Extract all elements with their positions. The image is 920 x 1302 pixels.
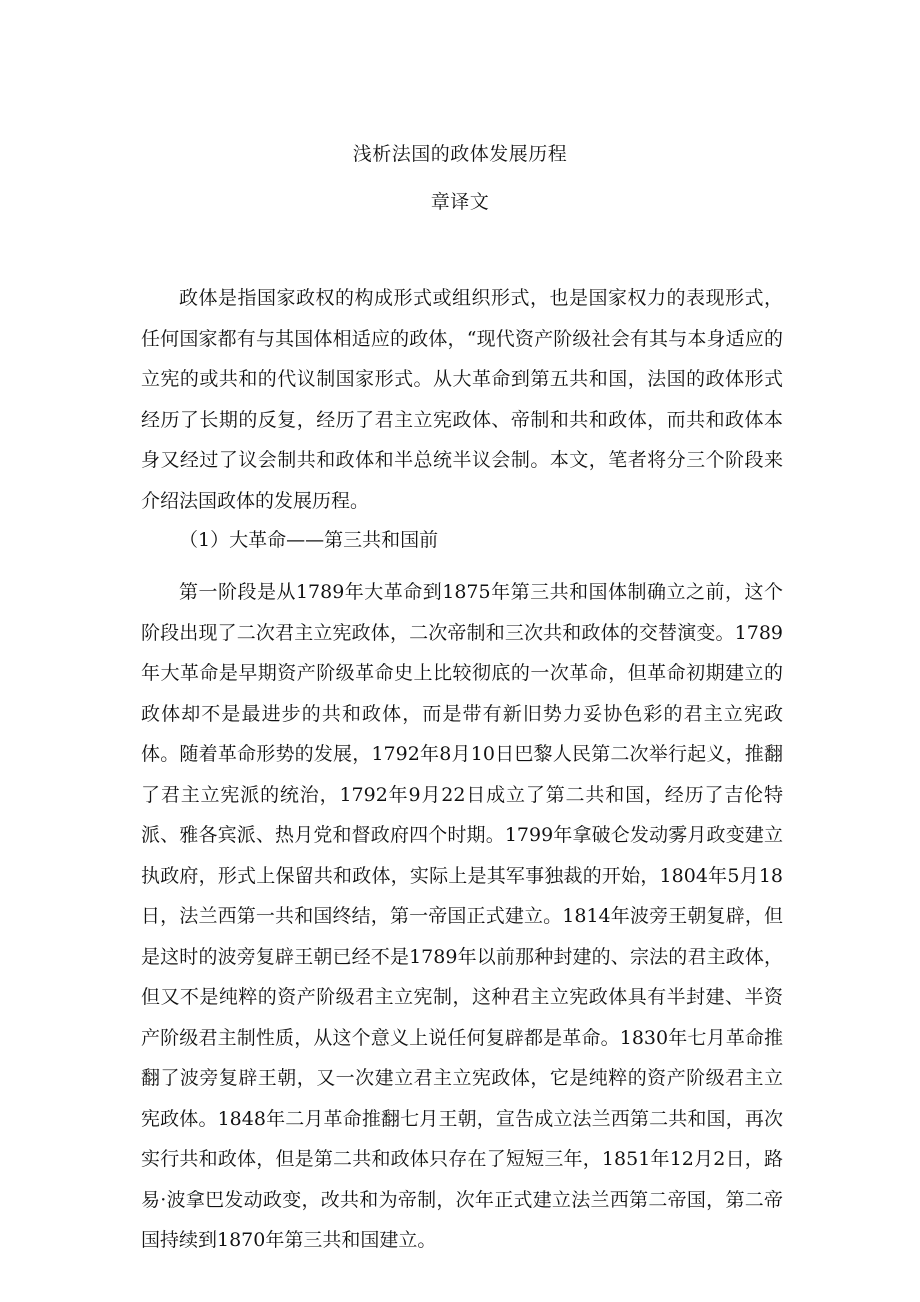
document-author: 章译文 [430,191,490,213]
section-body-paragraph: 第一阶段是从1789年大革命到1875年第三共和国体制确立之前，这个阶段出现了二次君主立宪政体，二次帝制和三次共和政体的交替演变。1789年大革命是早期资产阶级革命史上比较彻底的一次革命，但革命初期建立的政体却不是最进步的共和政体，而是带有新旧势力妥协色彩的君主立宪政体。随着革命形势的发展，1792年8月10日巴黎人民第二次举行起义，推翻了君主立宪派的统治，1792年9月22日成立了第二共和国，经历了吉伦特派、雅各宾派、热月党和督政府四个时期。1799年拿破仑发动雾月政变建立执政府，形式上保留共和政体，实际上是其军事独裁的开始，1804年5月18日，法兰西第一共和国终结，第一帝国正式建立。1814年波旁王朝复辟，但是这时的波旁复辟王朝已经不是1789年以前那种封建的、宗法的君主政体，但又不是纯粹的资产阶级君主立宪制，这种君主立宪政体具有半封建、半资产阶级君主制性质，从这个意义上说任何复辟都是革命。1830年七月革命推翻了波旁复辟王朝，又一次建立君主立宪政体，它是纯粹的资产阶级君主立宪政体。1848年二月革命推翻七月王朝，宣告成立法兰西第二共和国，再次实行共和政体，但是第二共和政体只存在了短短三年，1851年12月2日，路易·波拿巴发动政变，改共和为帝制，次年正式建立法兰西第二帝国，第二帝国持续到1870年第三共和国建立。 [141,581,783,1251]
intro-paragraph: 政体是指国家政权的构成形式或组织形式，也是国家权力的表现形式，任何国家都有与其国体相适应的政体，“现代资产阶级社会有其与本身适应的立宪的或共和的代议制国家形式。从大革命到第五共和国，法国的政体形式经历了长期的反复，经历了君主立宪政体、帝制和共和政体，而共和政体本身又经过了议会制共和政体和半总统半议会制。本文，笔者将分三个阶段来介绍法国政体的发展历程。 [141,287,783,512]
section-heading: （1）大革命——第三共和国前 [179,529,439,551]
document-title: 浅析法国的政体发展历程 [352,143,568,165]
